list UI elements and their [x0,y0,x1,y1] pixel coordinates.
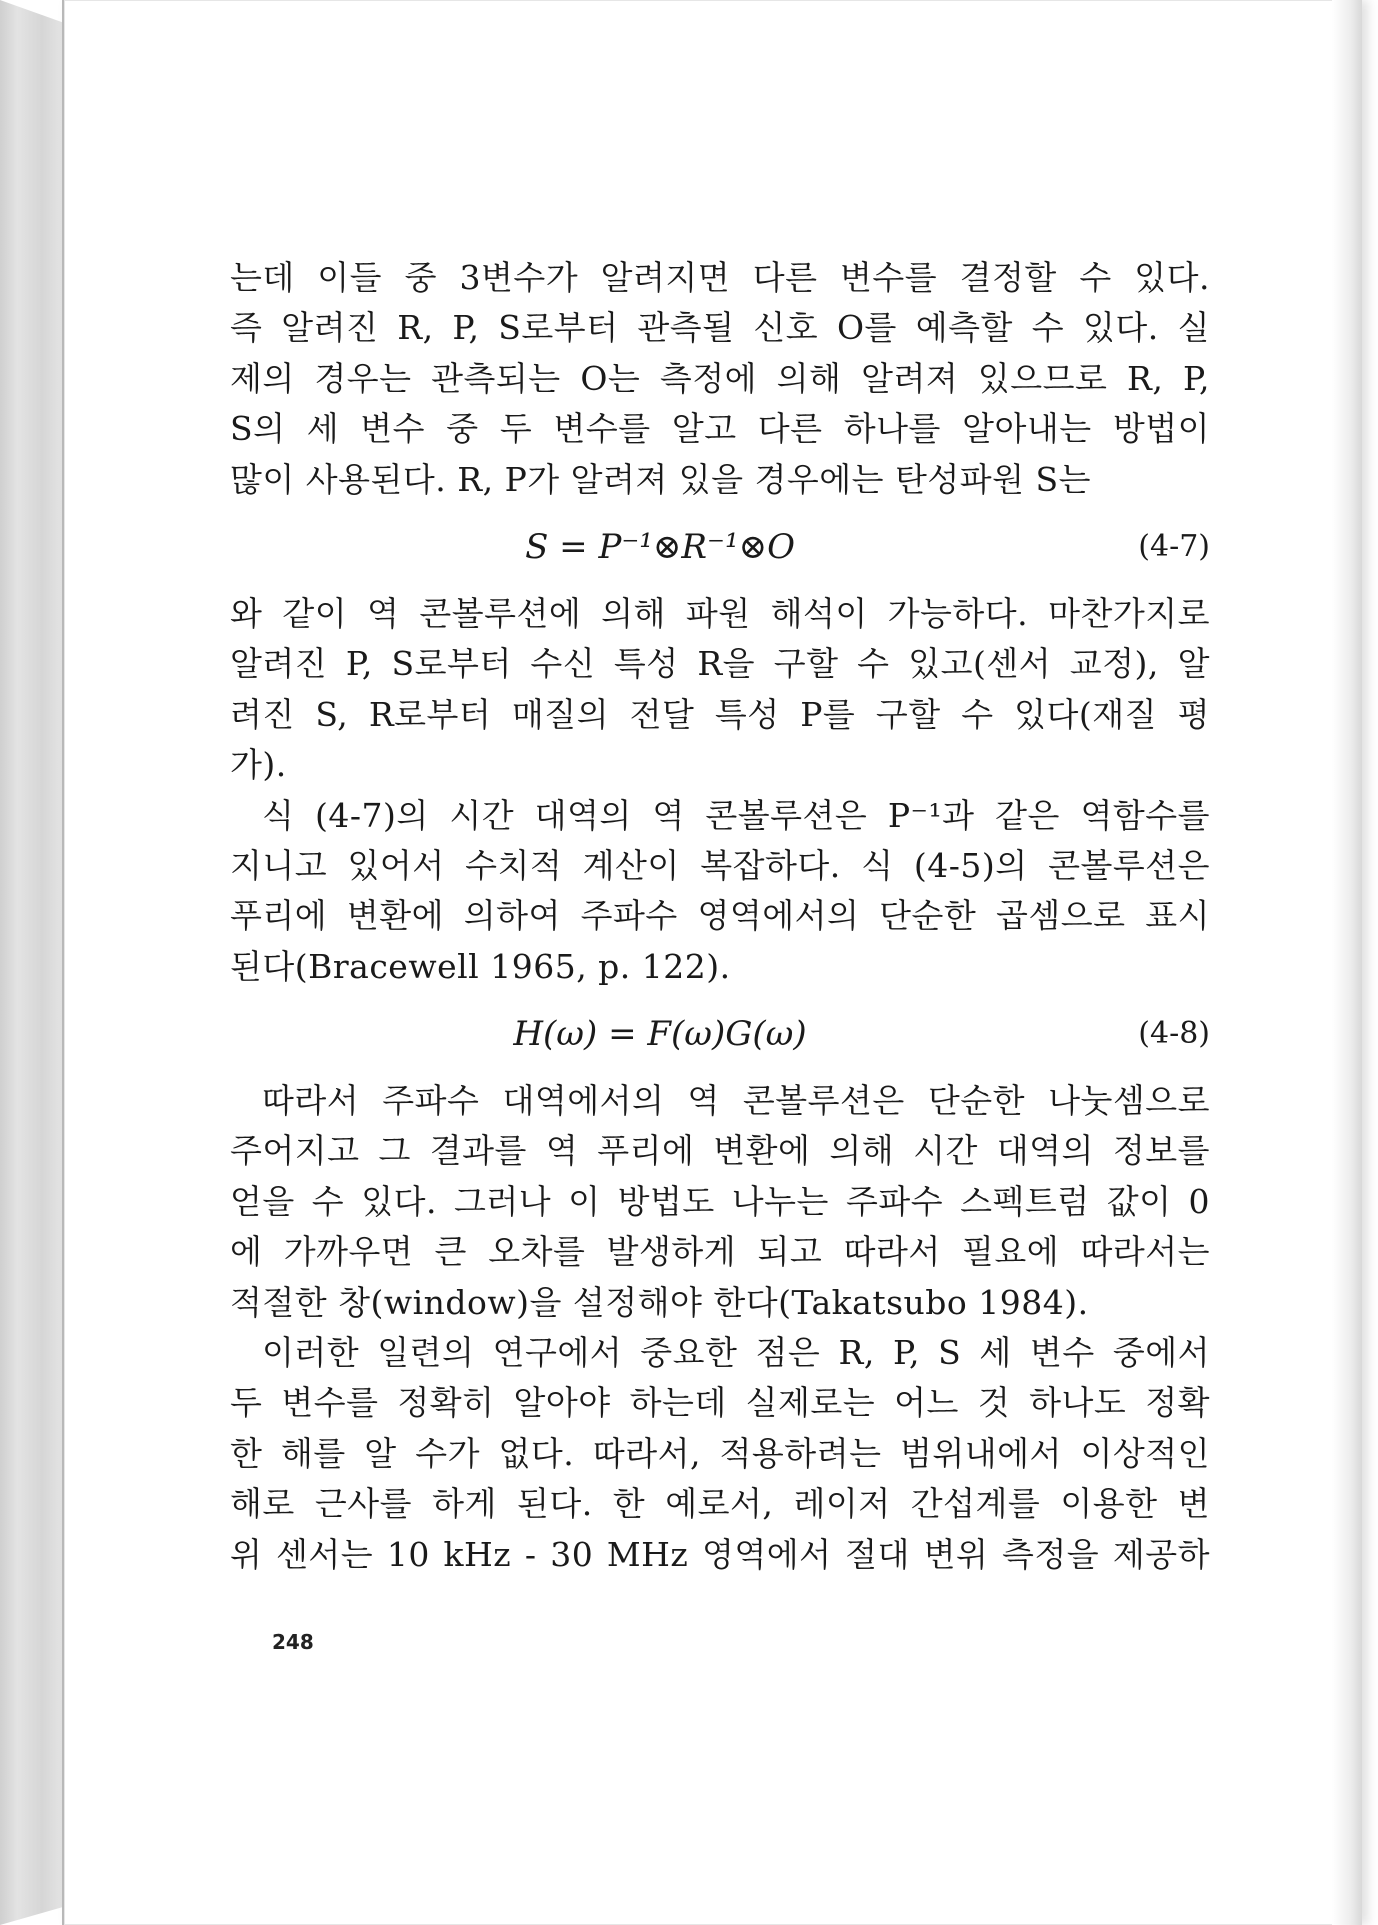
text-line: 는데 이들 중 3변수가 알려지면 다른 변수를 결정할 수 있다. [230,258,1210,297]
text-line: 에 가까우면 큰 오차를 발생하게 되고 따라서 필요에 따라서는 [230,1232,1210,1272]
equation-4-8 [230,992,1210,1076]
text-line: 적절한 창(window)을 설정해야 한다(Takatsubo 1984). [230,1282,1089,1322]
text-line: 푸리에 변환에 의하여 주파수 영역에서의 단순한 곱셈으로 표시 [230,896,1210,936]
paragraph-4 [230,1076,1210,1328]
text-line: 따라서 주파수 대역에서의 역 콘볼루션은 단순한 나눗셈으로 [262,1081,1210,1121]
text-line: 위 센서는 10 kHz - 30 MHz 영역에서 절대 변위 측정을 제공하 [230,1534,1210,1574]
equation-number: (4-7) [1138,528,1210,564]
text-line: 된다(Bracewell 1965, p. 122). [230,946,731,986]
page-edge [1332,0,1362,1925]
text-line: 이러한 일련의 연구에서 중요한 점은 R, P, S 세 변수 중에서 [262,1333,1210,1373]
paragraph-5 [230,1328,1210,1580]
text-line: 즉 알려진 R, P, S로부터 관측될 신호 O를 예측할 수 있다. 실 [230,308,1210,348]
text-line: 알려진 P, S로부터 수신 특성 R을 구할 수 있고(센서 교정), 알 [230,644,1210,684]
text-line: 한 해를 알 수가 없다. 따라서, 적용하려는 범위내에서 이상적인 [230,1433,1210,1473]
text-line: S의 세 변수 중 두 변수를 알고 다른 하나를 알아내는 방법이 [230,409,1210,449]
equation-4-7 [230,505,1210,589]
paragraph-1 [230,253,1210,505]
page-number: 248 [272,1630,314,1654]
page-content [230,253,1210,1580]
paragraph-3 [230,791,1210,993]
text-line: 와 같이 역 콘볼루션에 의해 파원 해석이 가능하다. 마찬가지로 [230,593,1210,633]
text-line: 려진 S, R로부터 매질의 전달 특성 P를 구할 수 있다(재질 평 [230,694,1210,734]
text-line: 지니고 있어서 수치적 계산이 복잡하다. 식 (4-5)의 콘볼루션은 [230,845,1210,885]
text-line: 얻을 수 있다. 그러나 이 방법도 나누는 주파수 스펙트럼 값이 0 [230,1181,1210,1221]
equation-body: H(ω) = F(ω)G(ω) [513,1014,807,1055]
book-spine [0,0,70,1925]
text-line: 제의 경우는 관측되는 O는 측정에 의해 알려져 있으므로 R, P, [230,358,1210,398]
equation-number: (4-8) [1138,1016,1210,1052]
paragraph-2 [230,589,1210,791]
equation-body: S = P⁻¹⊗R⁻¹⊗O [525,526,795,567]
text-line: 두 변수를 정확히 알아야 하는데 실제로는 어느 것 하나도 정확 [230,1383,1210,1423]
text-line: 많이 사용된다. R, P가 알려져 있을 경우에는 탄성파원 S는 [230,459,1091,499]
text-line: 주어지고 그 결과를 역 푸리에 변환에 의해 시간 대역의 정보를 [230,1131,1210,1171]
text-line: 가). [230,745,287,785]
text-line: 해로 근사를 하게 된다. 한 예로서, 레이저 간섭계를 이용한 변 [230,1484,1210,1524]
text-line: 식 (4-7)의 시간 대역의 역 콘볼루션은 P⁻¹과 같은 역함수를 [262,795,1210,835]
